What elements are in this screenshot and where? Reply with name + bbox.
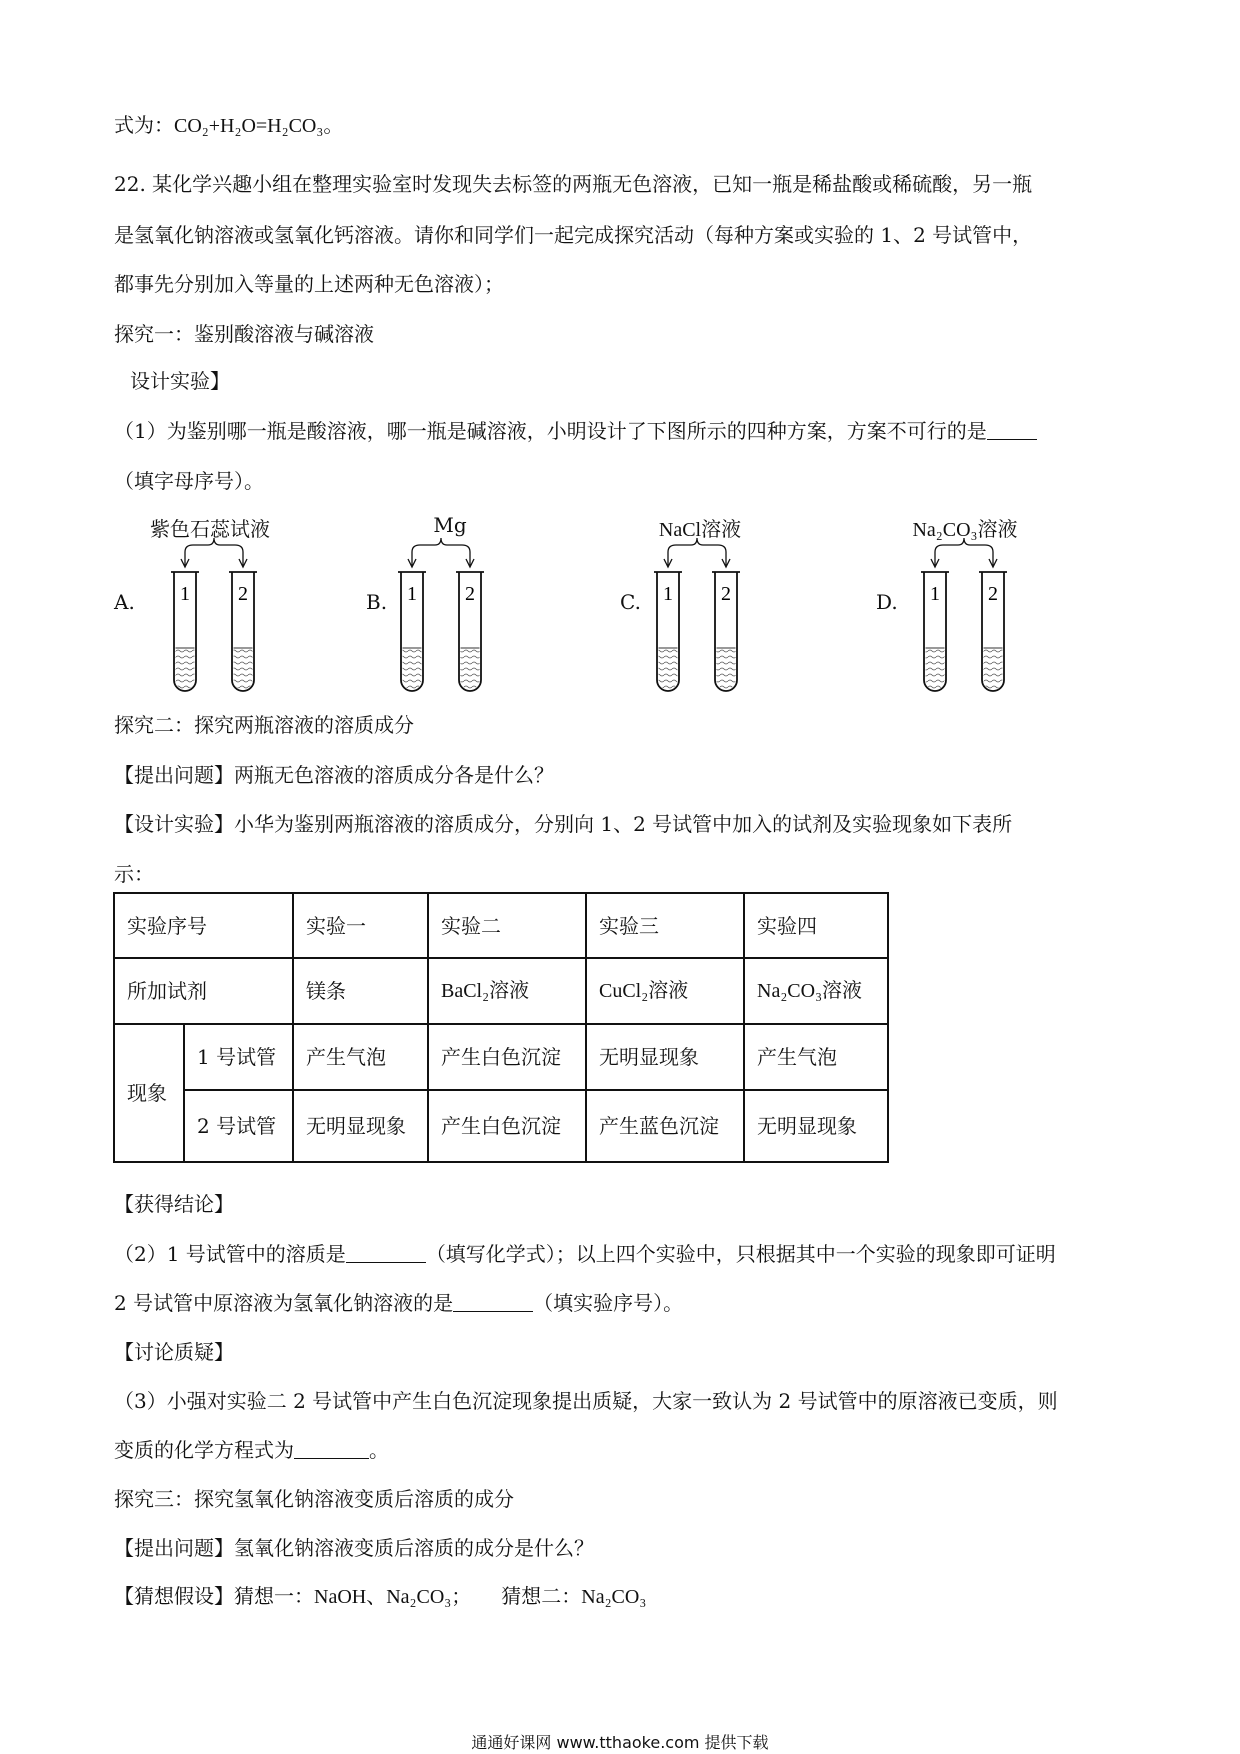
part-1-line2: （填字母序号）。 (114, 469, 264, 493)
table-cell: Na₂CO₃溶液 (744, 958, 888, 1024)
table-cell: 镁条 (293, 958, 428, 1024)
reagent-bracket (185, 538, 243, 566)
footer-source: 通通好课网 www.tthaoke.com 提供下载 (471, 1733, 769, 1752)
question-heading-2: 【提出问题】两瓶无色溶液的溶质成分各是什么？ (114, 763, 554, 787)
table-cell: CuCl₂溶液 (586, 958, 744, 1024)
tube-number: 1 (407, 583, 417, 605)
table-cell: 无明显现象 (293, 1090, 428, 1162)
line-equation: 式为：CO₂+H₂O=H₂CO₃。 (114, 115, 344, 137)
table-row-reagent (114, 958, 888, 1024)
table-cell: 产生白色沉淀 (428, 1090, 586, 1162)
tube-number: 1 (663, 583, 673, 605)
part-2-line2: 2 号试管中原溶液为氢氧化钠溶液的是 （填实验序号）。 (114, 1291, 684, 1315)
table-cell: 实验序号 (114, 893, 293, 958)
question-22-line3: 都事先分别加入等量的上述两种无色溶液）； (114, 272, 504, 296)
tube-liquid (403, 648, 422, 690)
table-cell: 无明显现象 (586, 1024, 744, 1090)
table-cell: 实验三 (586, 893, 744, 958)
answer-blank-2[interactable] (346, 1244, 426, 1263)
table-cell: 无明显现象 (744, 1090, 888, 1162)
question-22-line2: 是氢氧化钠溶液或氢氧化钙溶液。请你和同学们一起完成探究活动（每种方案或实验的 1、2 号试管中， (114, 223, 1033, 247)
table-row-tube-2 (114, 1090, 888, 1162)
reagent-label-b: Mg (433, 513, 467, 537)
reagent-bracket (935, 538, 993, 566)
tube-liquid (984, 648, 1003, 690)
section-explore-1: 探究一：鉴别酸溶液与碱溶液 (114, 322, 374, 346)
scheme-letter-b: B. (366, 590, 388, 614)
tube-liquid (461, 648, 480, 690)
part-1-line1: （1）为鉴别哪一瓶是酸溶液，哪一瓶是碱溶液，小明设计了下图所示的四种方案，方案不可行的是 (114, 417, 1037, 445)
table-cell: 实验二 (428, 893, 586, 958)
reagent-label-d: Na₂CO₃溶液 (912, 519, 1018, 541)
conclusion-heading: 【获得结论】 (114, 1192, 234, 1216)
table-cell-phenomenon: 现象 (114, 1024, 184, 1162)
tube-number: 2 (988, 583, 998, 605)
tube-liquid (926, 648, 945, 690)
scheme-letter-c: C. (620, 590, 641, 614)
tube-liquid (717, 648, 736, 690)
reagent-label-c: NaCl溶液 (658, 519, 742, 541)
table-cell: 产生白色沉淀 (428, 1024, 586, 1090)
tube-number: 1 (930, 583, 940, 605)
part-2-line1: （2）1 号试管中的溶质是 （填写化学式）；以上四个实验中，只根据其中一个实验的现象即可证明 (114, 1242, 1056, 1266)
table-cell: 产生蓝色沉淀 (586, 1090, 744, 1162)
tube-liquid (659, 648, 678, 690)
section-explore-2: 探究二：探究两瓶溶液的溶质成分 (114, 713, 414, 737)
table-cell: 产生气泡 (293, 1024, 428, 1090)
table-cell: 产生气泡 (744, 1024, 888, 1090)
table-cell: 所加试剂 (114, 958, 293, 1024)
part-3-line1: （3）小强对实验二 2 号试管中产生白色沉淀现象提出质疑，大家一致认为 2 号试管中的原溶液已变质，则 (114, 1389, 1058, 1413)
hypothesis-line: 【猜想假设】猜想一：NaOH、Na₂CO₃； 猜想二：Na₂CO₃ (114, 1586, 647, 1608)
table-cell: BaCl₂溶液 (428, 958, 586, 1024)
answer-blank-4[interactable] (294, 1440, 369, 1459)
part-3-line2: 变质的化学方程式为 。 (114, 1438, 389, 1462)
question-heading-3: 【提出问题】氢氧化钠溶液变质后溶质的成分是什么？ (114, 1536, 594, 1560)
table-cell: 2 号试管 (184, 1090, 293, 1162)
design-heading-2-line2: 示： (114, 862, 154, 886)
question-22-line1: 22. 某化学兴趣小组在整理实验室时发现失去标签的两瓶无色溶液，已知一瓶是稀盐酸或稀硫酸，另一瓶 (114, 172, 1033, 196)
design-heading-1: 设计实验】 (130, 369, 230, 393)
tube-number: 1 (180, 583, 190, 605)
tube-number: 2 (721, 583, 731, 605)
scheme-letter-a: A. (114, 590, 135, 614)
reagent-label-a: 紫色石蕊试液 (150, 517, 270, 541)
table-cell: 实验四 (744, 893, 888, 958)
answer-blank-3[interactable] (453, 1293, 533, 1312)
table-cell: 实验一 (293, 893, 428, 958)
table-row-tube-1 (114, 1024, 888, 1090)
table-row-header (114, 893, 888, 958)
scheme-letter-d: D. (876, 590, 898, 614)
reagent-bracket (412, 538, 470, 566)
tube-number: 2 (465, 583, 475, 605)
tube-number: 2 (238, 583, 248, 605)
tube-liquid (176, 648, 195, 690)
reagent-bracket (668, 538, 726, 566)
experiment-table (113, 892, 889, 1163)
design-heading-2-line1: 【设计实验】小华为鉴别两瓶溶液的溶质成分，分别向 1、2 号试管中加入的试剂及实验现象如下表所 (114, 812, 1013, 836)
tube-liquid (234, 648, 253, 690)
table-cell: 1 号试管 (184, 1024, 293, 1090)
section-explore-3: 探究三：探究氢氧化钠溶液变质后溶质的成分 (114, 1487, 514, 1511)
discuss-heading: 【讨论质疑】 (114, 1340, 234, 1364)
tubes-group (171, 538, 1007, 691)
